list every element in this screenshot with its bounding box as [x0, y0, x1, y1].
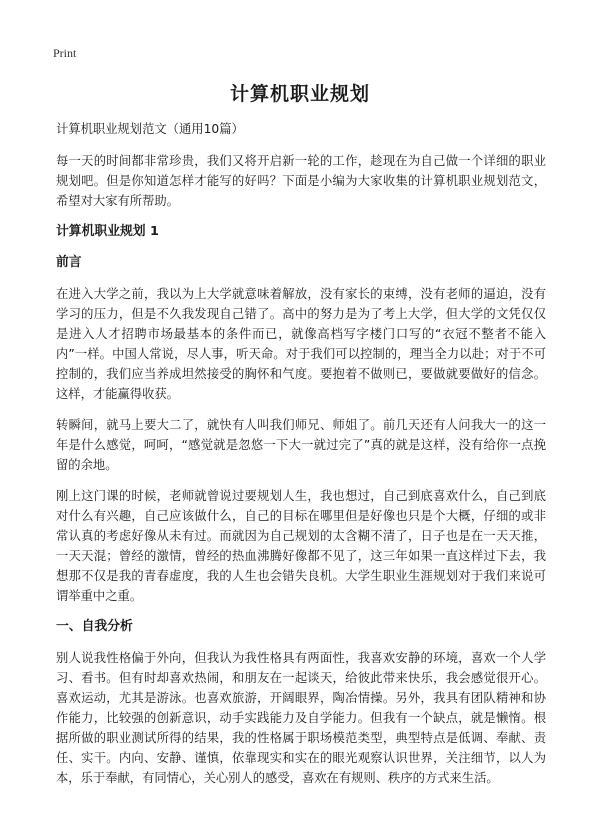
self-analysis-paragraph: 别人说我性格偏于外向，但我认为我性格具有两面性，我喜欢安静的环境，喜欢一个人学习、看书。但有时却喜欢热闹，和朋友在一起谈天，给彼此带来快乐，我会感觉很开心。喜欢运动，尤其是游泳。也喜欢旅游，开阔眼界，陶冶情操。另外，我具有团队精神和协作能力，比较强的创新意识，动手实践能力及自学能力。但我有一个缺点，就是懒惰。根据所做的职业测试所得的结果，我的性格属于职场模范类型，典型特点是低调、奉献、责任、实干。内向、安静、谨慎，依靠现实和实在的眼光观察认识世界，关注细节，以人为本，乐于奉献，有同情心，关心别人的感受，喜欢在有规则、秩序的方式来生活。	[56, 651, 546, 785]
body-paragraph: 刚上这门课的时候，老师就曾说过要规划人生，我也想过，自己到底喜欢什么，自己到底对什么有兴趣，自己应该做什么，自己的目标在哪里但是好像也只是个大概，仔细的或非常认真的考虑好像从未有过。而就因为自己规划的太含糊不清了，日子也是在一天天推，一天天混；曾经的激情，曾经的热血沸腾好像都不见了，这三年如果一直这样过下去，我想那不仅是我的青春虚度，我的人生也会错失良机。大学生职业生涯规划对于我们来说可谓举重中之重。	[56, 489, 546, 603]
self-analysis-heading: 一、自我分析	[56, 619, 133, 634]
body-paragraph: 转瞬间，就马上要大二了，就快有人叫我们师兄、师姐了。前几天还有人问我大一的这一年是什么感觉，呵呵，“感觉就是忽悠一下大一就过完了”真的就是这样，没有给你一点挽留的余地。	[56, 418, 546, 472]
document-title: 计算机职业规划	[229, 83, 370, 105]
document-subtitle: 计算机职业规划范文（通用10篇）	[56, 122, 244, 136]
body-paragraph: 在进入大学之前，我以为上大学就意味着解放，没有家长的束缚，没有老师的逼迫，没有学习的压力，但是不久我发现自己错了。高中的努力是为了考上大学，但大学的文凭仅仅是进入人才招聘市场最基本的条件而已，就像高档写字楼门口写的“衣冠不整者不能入内”一样。中国人常说，尽人事，听天命。对于我们可以控制的，理当全力以赴；对于不可控制的，我们应当养成坦然接受的胸怀和气度。要抱着不做则已，要做就要做好的信念。这样，才能赢得收获。	[56, 287, 546, 401]
section-title: 计算机职业规划 1	[56, 224, 159, 239]
print-label: Print	[53, 46, 77, 60]
preface-heading: 前言	[56, 255, 82, 270]
intro-paragraph: 每一天的时间都非常珍贵，我们又将开启新一轮的工作，趁现在为自己做一个详细的职业规划吧。但是你知道怎样才能写的好吗？下面是小编为大家收集的计算机职业规划范文，希望对大家有所帮助。	[56, 154, 546, 208]
document-body	[56, 119, 546, 799]
